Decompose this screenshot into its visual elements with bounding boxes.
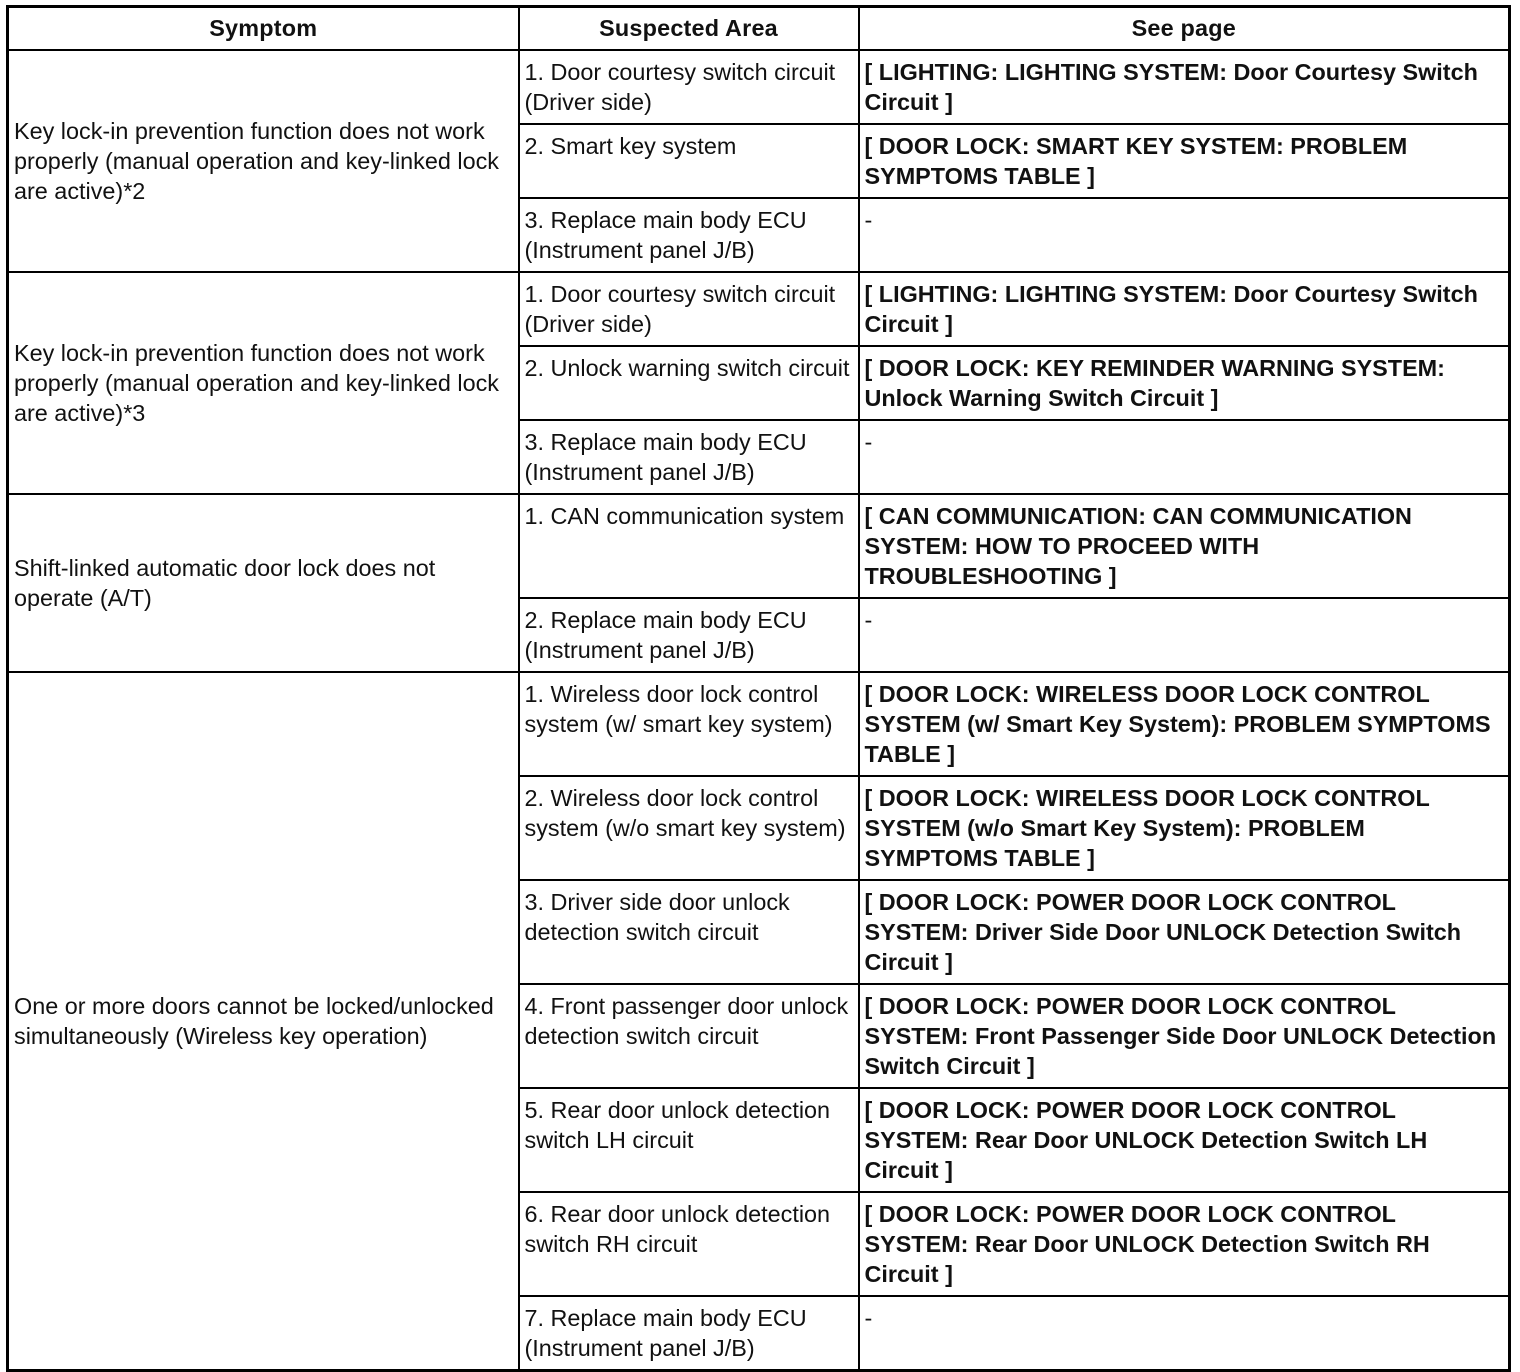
suspected-area-cell: 5. Rear door unlock detection switch LH circuit	[519, 1088, 859, 1192]
suspected-area-cell: 1. CAN communication system	[519, 494, 859, 598]
see-page-cell: -	[859, 198, 1510, 272]
see-page-link[interactable]: [ DOOR LOCK: KEY REMINDER WARNING SYSTEM: Unlock Warning Switch Circuit ]	[859, 346, 1510, 420]
symptom-cell: Key lock-in prevention function does not work properly (manual operation and key-linked lock are active)*3	[8, 272, 519, 494]
see-page-link[interactable]: [ DOOR LOCK: WIRELESS DOOR LOCK CONTROL SYSTEM (w/o Smart Key System): PROBLEM SYMPTOMS TABLE ]	[859, 776, 1510, 880]
see-page-link[interactable]: [ LIGHTING: LIGHTING SYSTEM: Door Courtesy Switch Circuit ]	[859, 272, 1510, 346]
suspected-area-cell: 4. Front passenger door unlock detection switch circuit	[519, 984, 859, 1088]
header-see-page: See page	[859, 7, 1510, 51]
see-page-link[interactable]: [ DOOR LOCK: POWER DOOR LOCK CONTROL SYSTEM: Rear Door UNLOCK Detection Switch RH Circuit ]	[859, 1192, 1510, 1296]
suspected-area-cell: 7. Replace main body ECU (Instrument panel J/B)	[519, 1296, 859, 1371]
table-row	[8, 50, 1510, 124]
header-suspected-area: Suspected Area	[519, 7, 859, 51]
suspected-area-cell: 2. Smart key system	[519, 124, 859, 198]
suspected-area-cell: 1. Door courtesy switch circuit (Driver side)	[519, 50, 859, 124]
suspected-area-cell: 3. Replace main body ECU (Instrument panel J/B)	[519, 198, 859, 272]
symptom-cell: Shift-linked automatic door lock does not operate (A/T)	[8, 494, 519, 672]
suspected-area-cell: 2. Replace main body ECU (Instrument panel J/B)	[519, 598, 859, 672]
problem-symptoms-table	[6, 5, 1511, 1372]
see-page-link[interactable]: [ DOOR LOCK: POWER DOOR LOCK CONTROL SYSTEM: Rear Door UNLOCK Detection Switch LH Circuit ]	[859, 1088, 1510, 1192]
suspected-area-cell: 1. Wireless door lock control system (w/ smart key system)	[519, 672, 859, 776]
table-row	[8, 494, 1510, 598]
table-row	[8, 272, 1510, 346]
see-page-link[interactable]: [ LIGHTING: LIGHTING SYSTEM: Door Courtesy Switch Circuit ]	[859, 50, 1510, 124]
see-page-link[interactable]: [ DOOR LOCK: POWER DOOR LOCK CONTROL SYSTEM: Front Passenger Side Door UNLOCK Detection Switch Circuit ]	[859, 984, 1510, 1088]
header-symptom: Symptom	[8, 7, 519, 51]
see-page-cell: -	[859, 598, 1510, 672]
suspected-area-cell: 1. Door courtesy switch circuit (Driver side)	[519, 272, 859, 346]
symptom-cell: Key lock-in prevention function does not work properly (manual operation and key-linked lock are active)*2	[8, 50, 519, 272]
see-page-link[interactable]: [ DOOR LOCK: POWER DOOR LOCK CONTROL SYSTEM: Driver Side Door UNLOCK Detection Switch Circuit ]	[859, 880, 1510, 984]
see-page-cell: -	[859, 420, 1510, 494]
suspected-area-cell: 3. Driver side door unlock detection switch circuit	[519, 880, 859, 984]
suspected-area-cell: 3. Replace main body ECU (Instrument panel J/B)	[519, 420, 859, 494]
see-page-link[interactable]: [ DOOR LOCK: WIRELESS DOOR LOCK CONTROL SYSTEM (w/ Smart Key System): PROBLEM SYMPTOMS TABLE ]	[859, 672, 1510, 776]
suspected-area-cell: 2. Unlock warning switch circuit	[519, 346, 859, 420]
table-row	[8, 672, 1510, 776]
suspected-area-cell: 2. Wireless door lock control system (w/o smart key system)	[519, 776, 859, 880]
suspected-area-cell: 6. Rear door unlock detection switch RH circuit	[519, 1192, 859, 1296]
header-row	[8, 7, 1510, 51]
symptom-cell: One or more doors cannot be locked/unlocked simultaneously (Wireless key operation)	[8, 672, 519, 1371]
see-page-link[interactable]: [ CAN COMMUNICATION: CAN COMMUNICATION SYSTEM: HOW TO PROCEED WITH TROUBLESHOOTING ]	[859, 494, 1510, 598]
see-page-cell: -	[859, 1296, 1510, 1371]
see-page-link[interactable]: [ DOOR LOCK: SMART KEY SYSTEM: PROBLEM SYMPTOMS TABLE ]	[859, 124, 1510, 198]
